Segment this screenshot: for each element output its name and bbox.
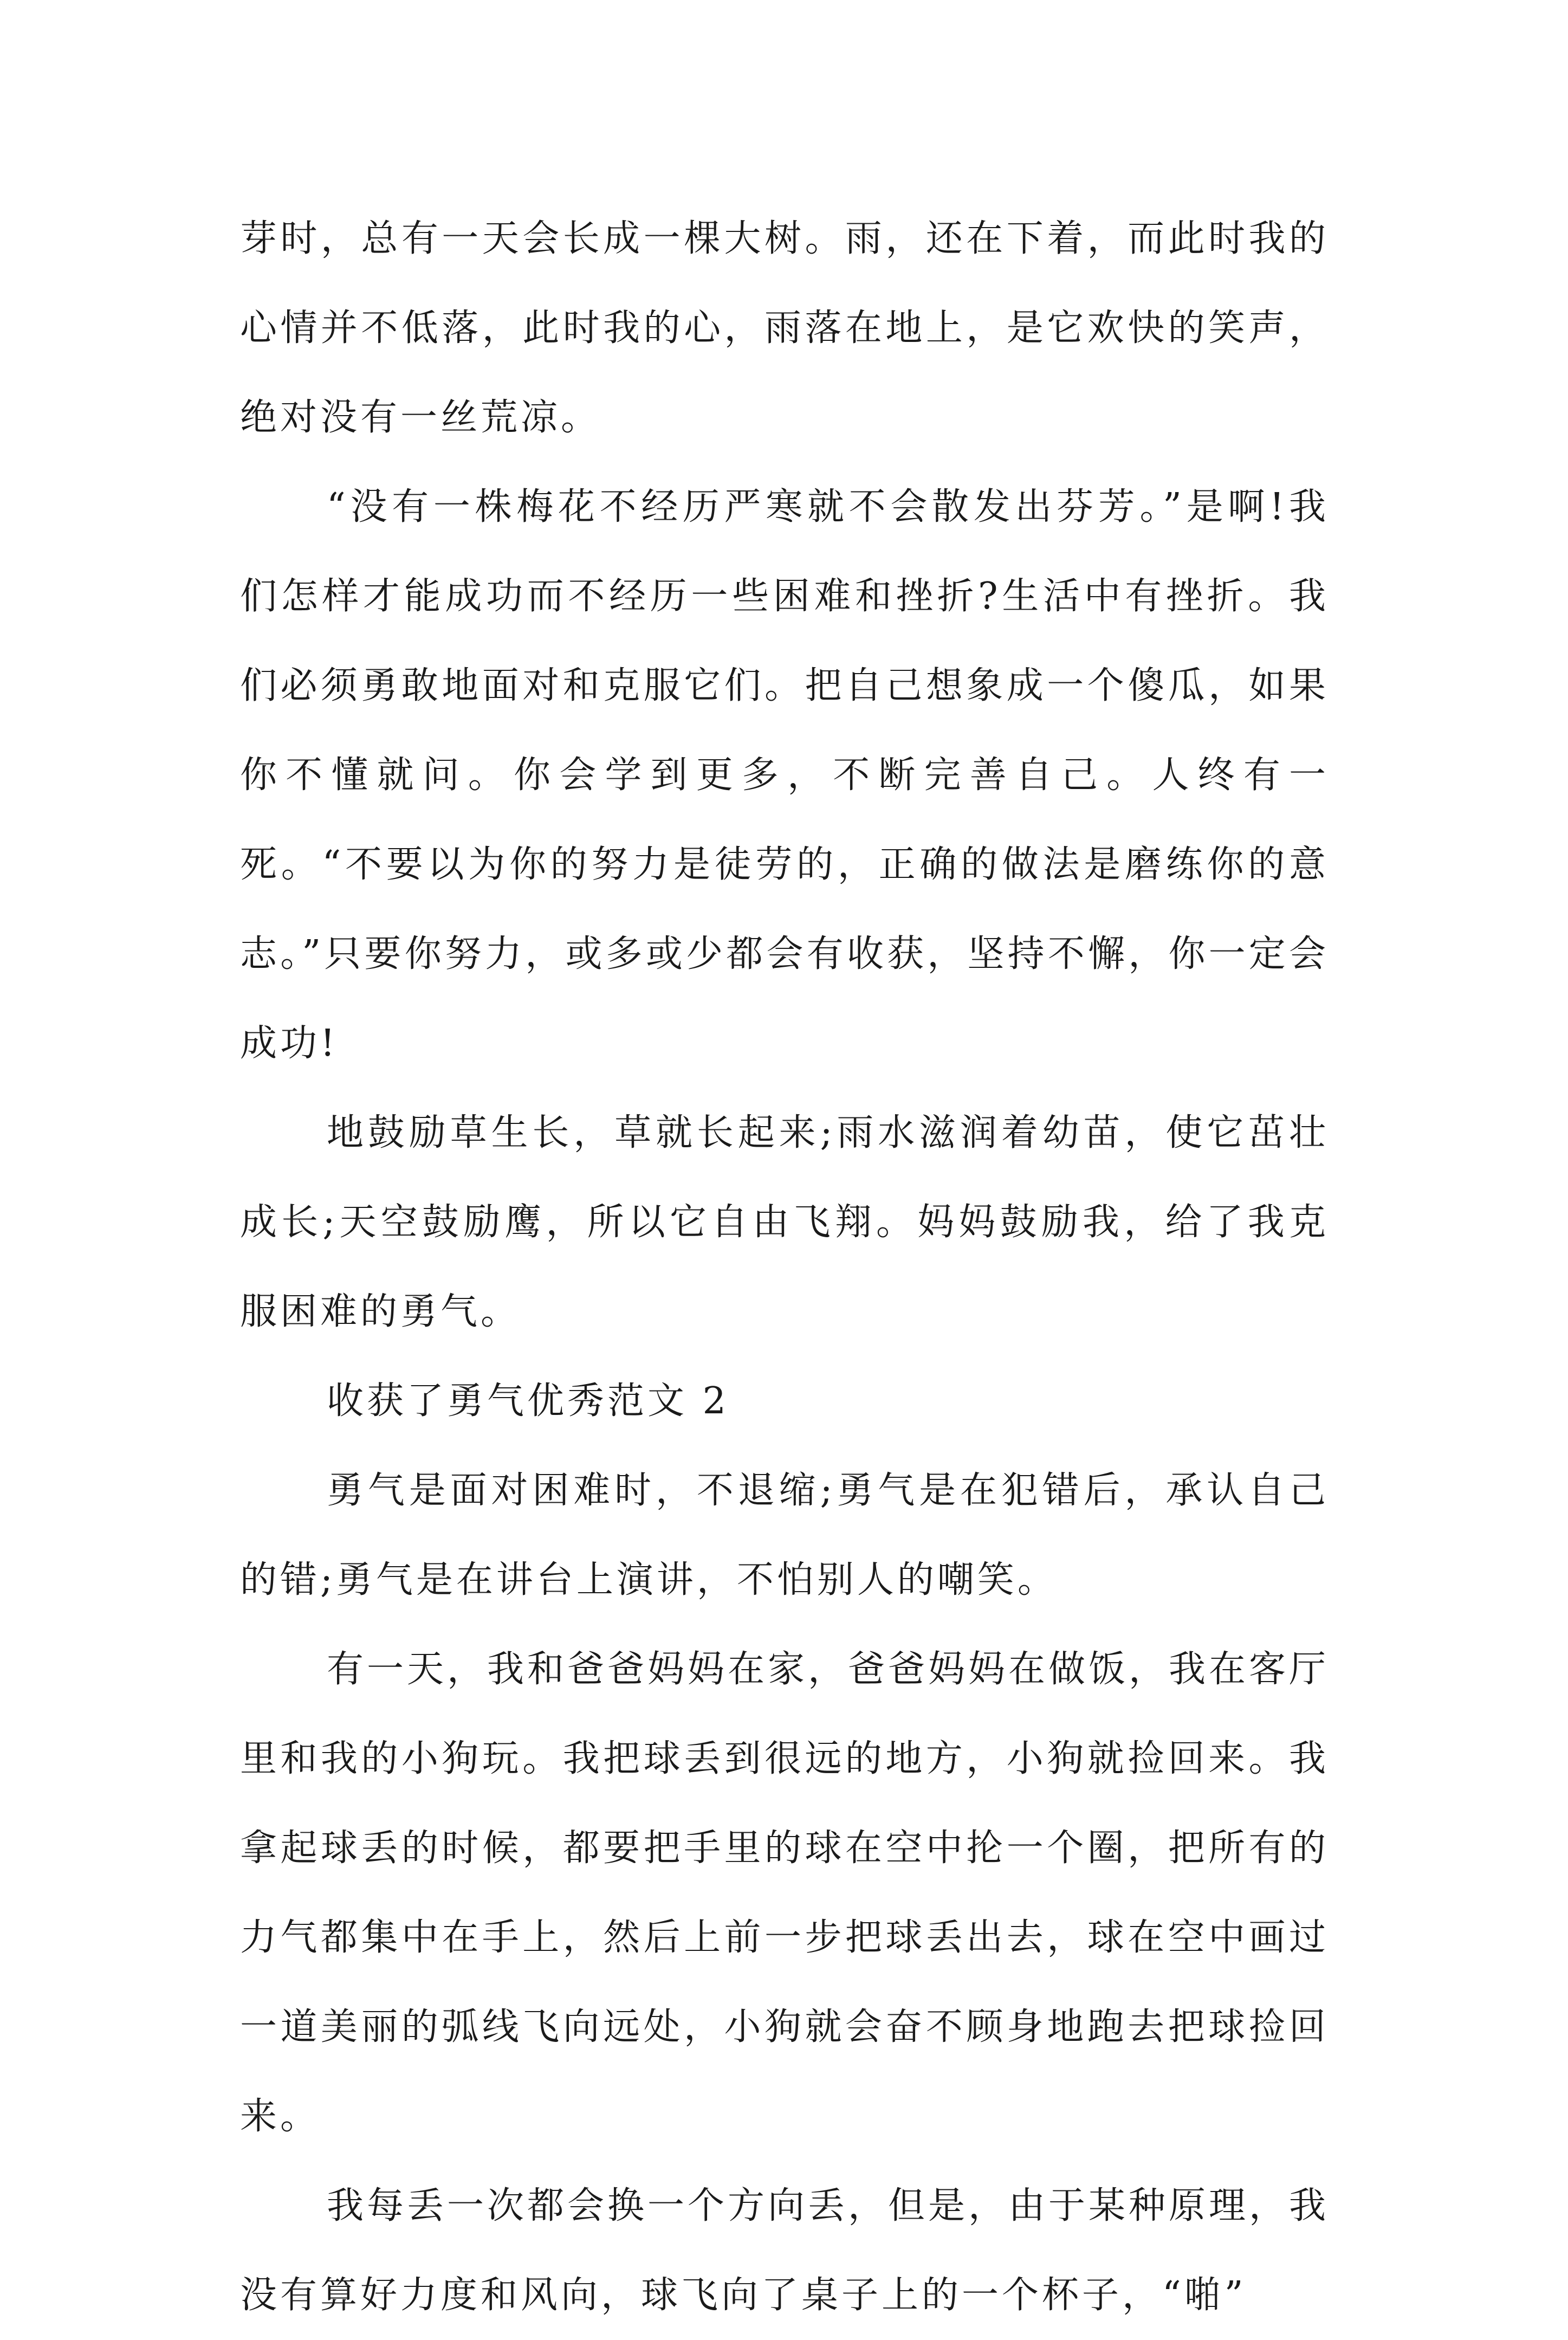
paragraph-6: 我每丢一次都会换一个方向丢，但是，由于某种原理，我没有算好力度和风向，球飞向了桌子上的一个杯子，“啪” <box>240 2184 1330 2317</box>
paragraph-4: 勇气是面对困难时，不退缩;勇气是在犯错后，承认自己的错;勇气是在讲台上演讲，不怕别人的嘲笑。 <box>240 1469 1329 1601</box>
paragraph-2: “没有一株梅花不经历严寒就不会散发出芬芳。”是啊!我们怎样才能成功而不经历一些困难和挫折?生活中有挫折。我们必须勇敢地面对和克服它们。把自己想象成一个傻瓜，如果你不懂就问。你会学到更多，不断完善自己。人终有一死。“不要以为你的努力是徒劳的，正确的做法是磨练你的意志。”只要你努力，或多或少都会有收获，坚持不懈，你一定会成功! <box>240 486 1329 1065</box>
document-body <box>240 194 1329 2340</box>
section-heading: 收获了勇气优秀范文 2 <box>327 1380 729 1423</box>
paragraph-1: 芽时，总有一天会长成一棵大树。雨，还在下着，而此时我的心情并不低落，此时我的心，雨落在地上，是它欢快的笑声，绝对没有一丝荒凉。 <box>240 217 1329 439</box>
paragraph-3: 地鼓励草生长，草就长起来;雨水滋润着幼苗，使它茁壮成长;天空鼓励鹰，所以它自由飞翔。妈妈鼓励我，给了我克服困难的勇气。 <box>240 1111 1329 1333</box>
paragraph-5: 有一天，我和爸爸妈妈在家，爸爸妈妈在做饭，我在客厅里和我的小狗玩。我把球丢到很远的地方，小狗就捡回来。我拿起球丢的时候，都要把手里的球在空中抡一个圈，把所有的力气都集中在手上，然后上前一步把球丢出去，球在空中画过一道美丽的弧线飞向远处，小狗就会奋不顾身地跑去把球捡回来。 <box>240 1648 1330 2138</box>
